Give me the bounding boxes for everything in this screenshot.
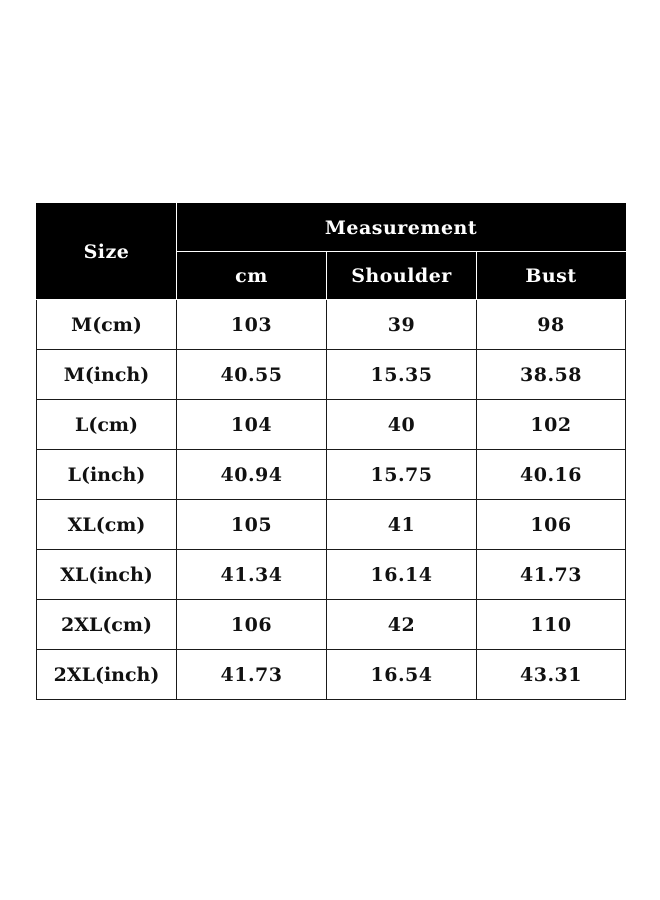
table-row (37, 650, 626, 700)
bust-cell: 110 (477, 600, 626, 650)
column-header-bust: Bust (477, 252, 626, 300)
cm-cell: 40.94 (177, 450, 327, 500)
table-row (37, 300, 626, 350)
bust-cell: 41.73 (477, 550, 626, 600)
size-cell: 2XL(inch) (37, 650, 177, 700)
size-cell: XL(inch) (37, 550, 177, 600)
shoulder-cell: 42 (327, 600, 477, 650)
table-row (37, 350, 626, 400)
shoulder-cell: 16.14 (327, 550, 477, 600)
size-cell: M(cm) (37, 300, 177, 350)
size-column-header: Size (37, 204, 177, 300)
size-cell: M(inch) (37, 350, 177, 400)
bust-cell: 40.16 (477, 450, 626, 500)
bust-cell: 98 (477, 300, 626, 350)
cm-cell: 104 (177, 400, 327, 450)
measurement-group-header: Measurement (177, 204, 626, 252)
size-cell: 2XL(cm) (37, 600, 177, 650)
column-header-cm: cm (177, 252, 327, 300)
shoulder-cell: 41 (327, 500, 477, 550)
size-cell: L(cm) (37, 400, 177, 450)
shoulder-cell: 40 (327, 400, 477, 450)
table-header (37, 204, 626, 300)
table-row (37, 450, 626, 500)
cm-cell: 106 (177, 600, 327, 650)
bust-cell: 106 (477, 500, 626, 550)
shoulder-cell: 15.35 (327, 350, 477, 400)
table-body (37, 300, 626, 700)
column-header-shoulder: Shoulder (327, 252, 477, 300)
bust-cell: 102 (477, 400, 626, 450)
shoulder-cell: 16.54 (327, 650, 477, 700)
table-row (37, 550, 626, 600)
size-cell: XL(cm) (37, 500, 177, 550)
table-row (37, 400, 626, 450)
shoulder-cell: 39 (327, 300, 477, 350)
bust-cell: 43.31 (477, 650, 626, 700)
table-row (37, 600, 626, 650)
cm-cell: 105 (177, 500, 327, 550)
cm-cell: 41.34 (177, 550, 327, 600)
cm-cell: 41.73 (177, 650, 327, 700)
table-row (37, 500, 626, 550)
bust-cell: 38.58 (477, 350, 626, 400)
size-chart-table (36, 203, 626, 700)
cm-cell: 40.55 (177, 350, 327, 400)
cm-cell: 103 (177, 300, 327, 350)
shoulder-cell: 15.75 (327, 450, 477, 500)
size-cell: L(inch) (37, 450, 177, 500)
